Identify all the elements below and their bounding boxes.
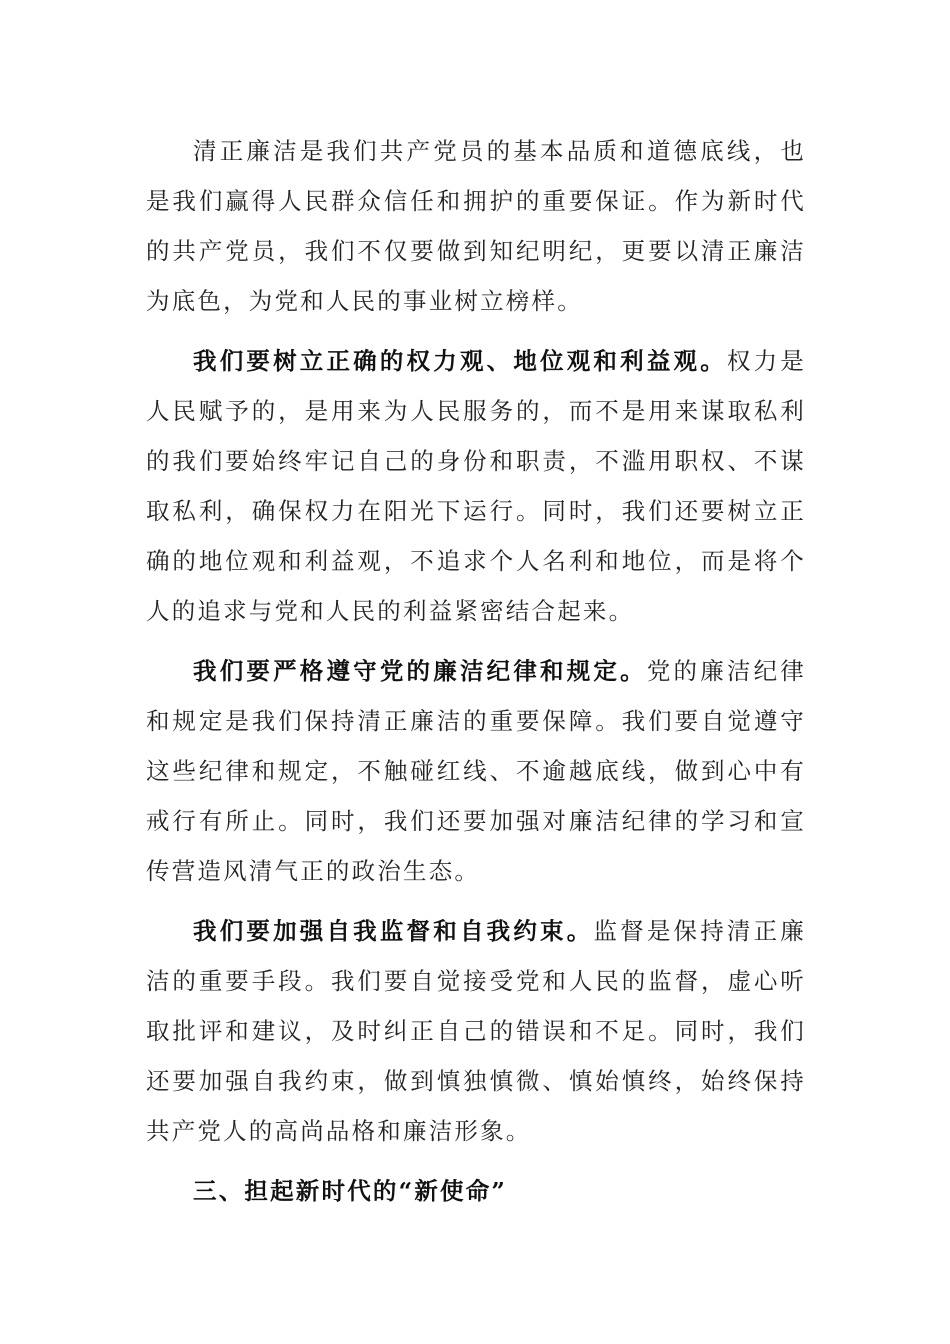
paragraph-self-supervision (146, 906, 806, 1156)
section-heading: 三、担起新时代的“新使命” (193, 1177, 508, 1205)
paragraph-text: 党的廉洁纪律和规定是我们保持清正廉洁的重要保障。我们要自觉遵守这些纪律和规定，不触碰红线、不逾越底线，做到心中有戒行有所止。同时，我们还要加强对廉洁纪律的学习和宣传营造风清气正的政治生态。 (146, 657, 807, 885)
paragraph-power-view (146, 336, 806, 636)
paragraph-lead-sentence: 我们要树立正确的权力观、地位观和利益观。 (193, 347, 727, 375)
paragraph-text: 监督是保持清正廉洁的重要手段。我们要自觉接受党和人民的监督，虚心听取批评和建议，及时纠正自己的错误和不足。同时，我们还要加强自我约束，做到慎独慎微、慎始慎终，始终保持共产党人的高尚品格和廉洁形象。 (146, 917, 807, 1145)
paragraph-discipline (146, 646, 806, 896)
paragraph-text: 权力是人民赋予的，是用来为人民服务的，而不是用来谋取私利的我们要始终牢记自己的身份和职责，不滥用职权、不谋取私利，确保权力在阳光下运行。同时，我们还要树立正确的地位观和利益观，不追求个人名利和地位，而是将个人的追求与党和人民的利益紧密结合起来。 (146, 347, 806, 625)
paragraph-lead-sentence: 我们要加强自我监督和自我约束。 (193, 917, 594, 945)
paragraph-lead-sentence: 我们要严格遵守党的廉洁纪律和规定。 (193, 657, 647, 685)
paragraph-text: 清正廉洁是我们共产党员的基本品质和道德底线，也是我们赢得人民群众信任和拥护的重要保证。作为新时代的共产党员，我们不仅要做到知纪明纪，更要以清正廉洁为底色，为党和人民的事业树立榜样。 (146, 137, 806, 315)
paragraph-integrity-intro (146, 126, 806, 326)
document-body (146, 126, 806, 1216)
